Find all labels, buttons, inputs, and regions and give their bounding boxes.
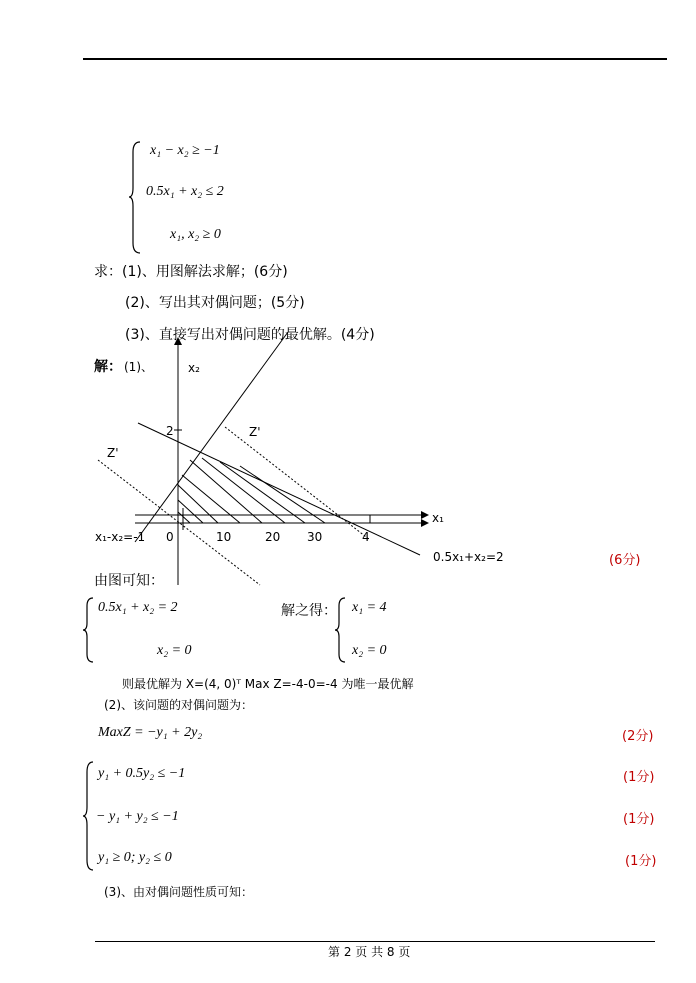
- question-2: (2)、写出其对偶问题；(5分): [125, 295, 305, 311]
- page-footer: 第 2 页 共 8 页: [328, 945, 411, 959]
- constraints-brace: [128, 140, 144, 255]
- graph-score: (6分): [609, 553, 641, 568]
- part2-label: (2)、该问题的对偶问题为：: [104, 698, 253, 712]
- dual-constraint-2-score: (1分): [623, 812, 655, 827]
- feasible-hatching: [178, 458, 325, 523]
- system-left-brace: [82, 596, 96, 664]
- z-label-right: Z': [249, 425, 261, 439]
- system-left-1: 0.5x₁ + x₂ = 2: [98, 600, 178, 615]
- constraint-3: x₁, x₂ ≥ 0: [170, 227, 221, 242]
- solution-label: 解：: [94, 359, 122, 375]
- dual-objective-score: (2分): [622, 729, 654, 744]
- y-axis-label: x₂: [188, 361, 200, 375]
- x-tick-20: 20: [265, 530, 281, 544]
- dual-brace: [82, 760, 96, 872]
- line1-label: x₁-x₂=-1: [95, 530, 146, 544]
- x-axis-label: x₁: [432, 511, 444, 525]
- dual-constraint-1: y₁ + 0.5y₂ ≤ −1: [98, 766, 186, 781]
- system-right-2: x₂ = 0: [352, 643, 387, 658]
- solve-label: 解之得：: [281, 603, 337, 619]
- y-tick-2: 2: [166, 424, 174, 438]
- question-3: (3)、直接写出对偶问题的最优解。(4分): [125, 327, 375, 343]
- x-tick-10: 10: [216, 530, 232, 544]
- system-left-2: x₂ = 0: [157, 643, 192, 658]
- dual-objective: MaxZ = −y₁ + 2y₂: [98, 725, 203, 740]
- part1-label: (1)、: [124, 360, 153, 374]
- z-label-left: Z': [107, 446, 119, 460]
- x-tick-4: 4: [362, 530, 370, 544]
- constraint-1: x₁ − x₂ ≥ −1: [150, 143, 220, 158]
- from-graph-label: 由图可知：: [94, 573, 164, 589]
- optimal-solution: 则最优解为 X=(4, 0)ᵀ Max Z=-4-0=-4 为唯一最优解: [122, 677, 414, 691]
- constraint-2: 0.5x₁ + x₂ ≤ 2: [146, 184, 224, 199]
- system-right-brace: [334, 596, 348, 664]
- line2-label: 0.5x₁+x₂=2: [433, 550, 504, 564]
- system-right-1: x₁ = 4: [352, 600, 387, 615]
- x-tick-30: 30: [307, 530, 323, 544]
- question-1: 求：(1)、用图解法求解；(6分): [94, 264, 288, 280]
- header-rule: [83, 58, 667, 60]
- dual-constraint-2: − y₁ + y₂ ≤ −1: [96, 809, 179, 824]
- footer-rule: [95, 941, 655, 942]
- x-tick-0: 0: [166, 530, 174, 544]
- dual-constraint-1-score: (1分): [623, 770, 655, 785]
- part3-label: (3)、由对偶问题性质可知：: [104, 885, 253, 899]
- dual-constraint-3-score: (1分): [625, 854, 657, 869]
- dual-constraint-3: y₁ ≥ 0; y₂ ≤ 0: [98, 850, 172, 865]
- line-x1-minus-x2: [135, 332, 288, 542]
